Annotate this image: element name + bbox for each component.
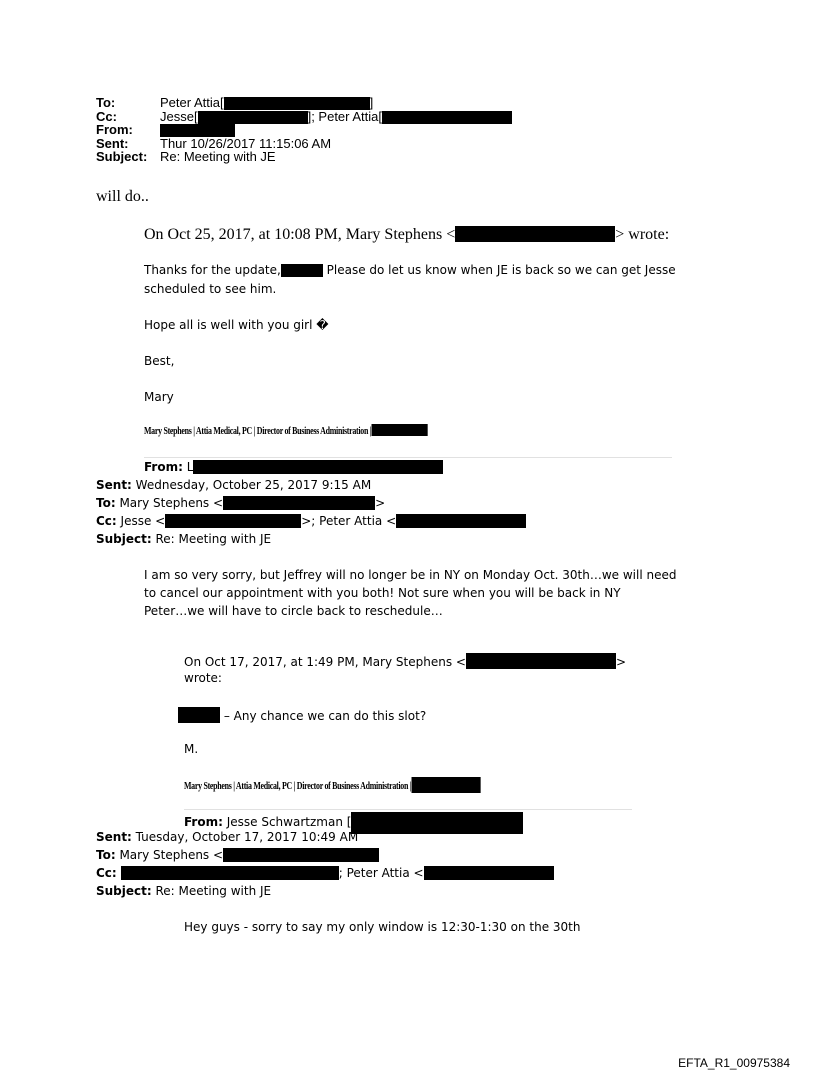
message-subject: Subject: Re: Meeting with JE [96,532,272,546]
message-to: To: Mary Stephens < > [96,496,386,510]
to-close: ] [369,95,374,110]
message-from: From: Jesse Schwartzman [ [184,812,523,834]
message-closing: M. [184,742,199,756]
redaction-box [281,264,323,277]
redaction-box [193,460,443,474]
cc-value: Jesse[ [160,108,198,124]
message-line: Peter…we will have to circle back to reschedule… [144,604,443,618]
message-line: scheduled to see him. [144,282,277,296]
message-signoff: Mary [144,390,174,404]
message-line: to cancel our appointment with you both! Not sure when you will be back in NY [144,586,621,600]
redaction-box [178,707,220,723]
redaction-box [382,111,512,124]
redaction-box [411,777,480,793]
sent-value: Thur 10/26/2017 11:15:06 AM [160,135,332,151]
message-closing: Best, [144,354,175,368]
message-line: Hey guys - sorry to say my only window is 12:30-1:30 on the 30th [184,920,581,934]
message-to: To: Mary Stephens < [96,848,379,862]
cc-value-2: ]; Peter Attia[ [307,108,383,124]
quoted-intro [144,226,669,244]
divider [144,457,672,458]
redaction-box [223,496,375,510]
document-id: EFTA_R1_00975384 [678,1056,790,1070]
message-sent: Sent: Tuesday, October 17, 2017 10:49 AM [96,830,359,844]
message-sent: Sent: Wednesday, October 25, 2017 9:15 AM [96,478,372,492]
quoted-intro-prefix: On Oct 25, 2017, at 10:08 PM, Mary Stephens < [144,226,456,243]
quoted-intro-suffix: > wrote: [615,226,670,243]
redaction-box [351,812,523,834]
to-value: Peter Attia[ [160,95,224,110]
redaction-box [165,514,301,528]
subject-value: Re: Meeting with JE [160,149,276,164]
message-from: From: L [144,460,443,474]
to-label: To: [96,95,116,110]
divider [184,809,632,810]
email-signature: Mary Stephens | Attia Medical, PC | Director of Business Administration | [144,424,427,437]
redaction-box [121,866,339,880]
from-label: From: [96,122,133,137]
message-line: Hope all is well with you girl � [144,318,329,332]
message-cc: Cc: ; Peter Attia < [96,866,554,880]
message-line: I am so very sorry, but Jeffrey will no longer be in NY on Monday Oct. 30th…we will need [144,568,677,582]
quoted-intro: On Oct 17, 2017, at 1:49 PM, Mary Stephens < > [184,655,627,669]
quoted-intro-wrote: wrote: [184,671,222,685]
message-cc: Cc: Jesse < >; Peter Attia < [96,514,526,528]
redaction-box [198,111,308,124]
message-line: – Any chance we can do this slot? [178,707,426,723]
redaction-box [371,424,427,436]
reply-body: will do.. [96,188,149,205]
sent-label: Sent: [96,135,129,151]
message-subject: Subject: Re: Meeting with JE [96,884,272,898]
message-line: Thanks for the update, Please do let us know when JE is back so we can get Jesse [144,263,676,277]
redaction-box [455,226,615,242]
redaction-box [466,653,616,669]
email-signature: Mary Stephens | Attia Medical, PC | Director of Business Administration | [184,777,480,793]
subject-label: Subject: [96,149,148,164]
redaction-box [424,866,554,880]
redaction-box [396,514,526,528]
redaction-box [223,848,379,862]
cc-label: Cc: [96,108,117,124]
